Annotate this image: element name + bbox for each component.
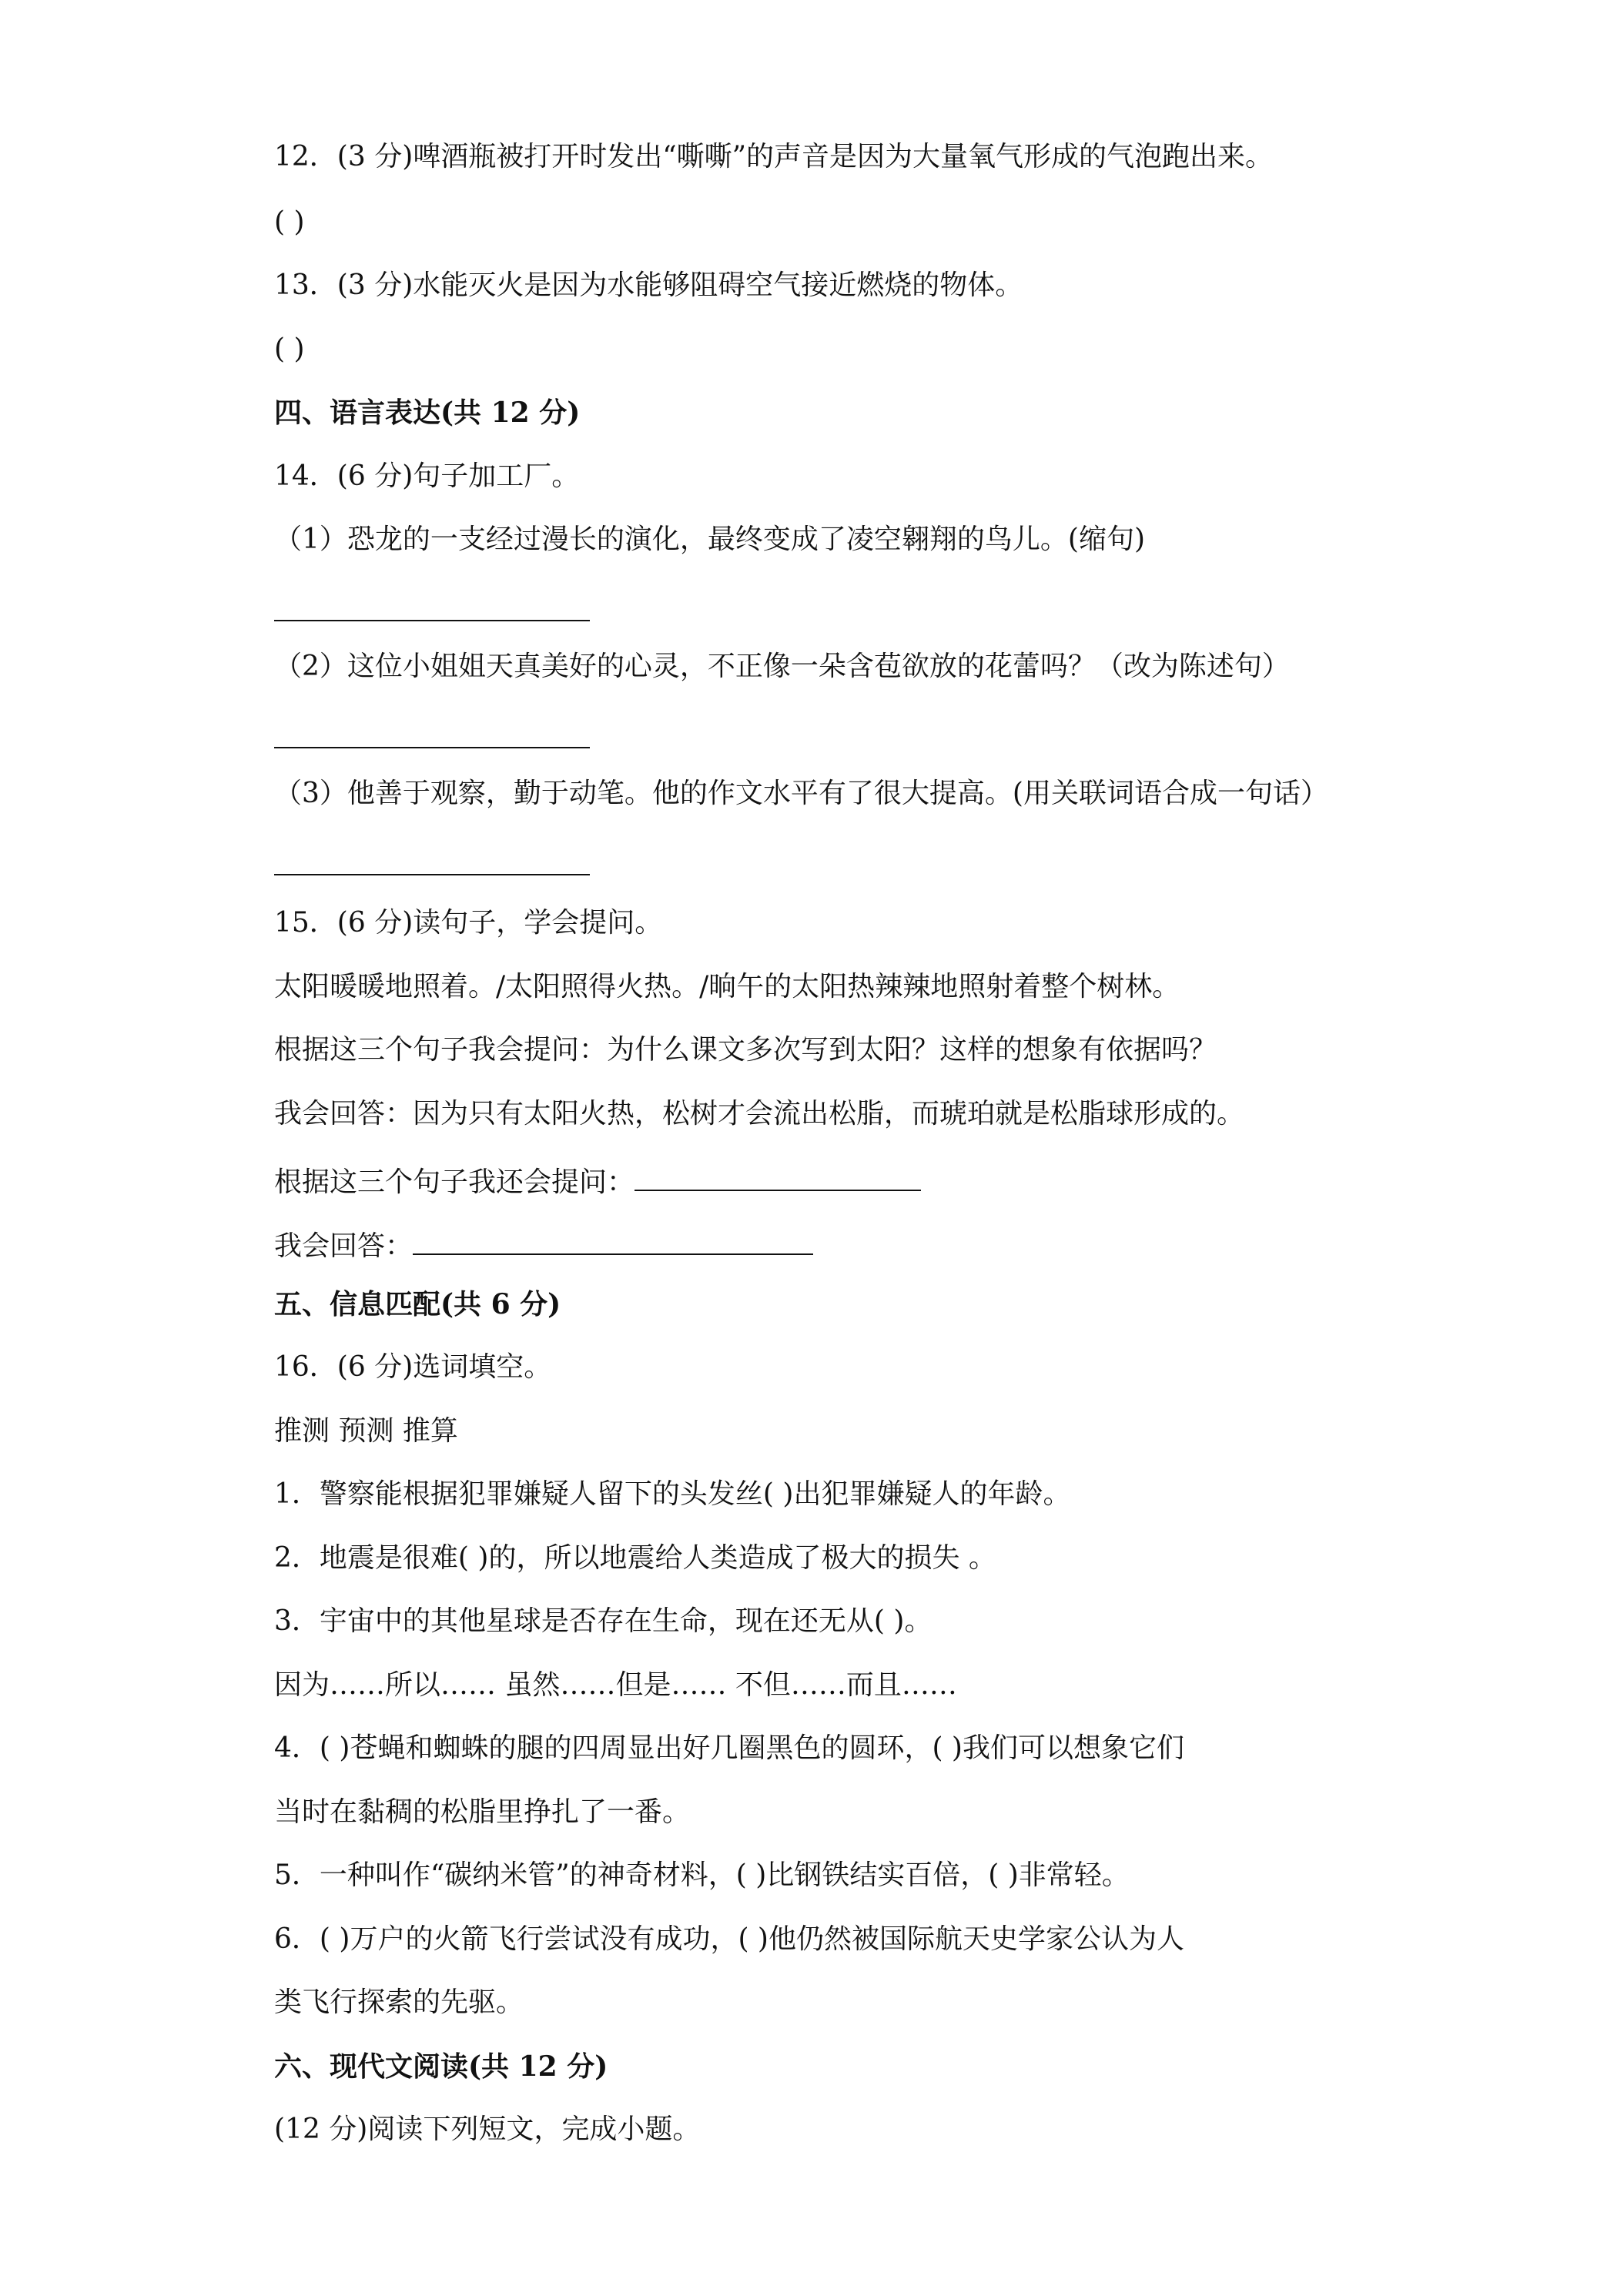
question-15-ask-label: 根据这三个句子我还会提问： [274,1166,635,1198]
word-bank: 推测 预测 推算 [274,1415,458,1447]
question-12: 12．(3 分)啤酒瓶被打开时发出“嘶嘶”的声音是因为大量氧气形成的气泡跑出来。 [274,141,1274,172]
question-16-5: 5．一种叫作“碳纳米管”的神奇材料，( )比钢铁结实百倍，( )非常轻。 [274,1859,1130,1891]
question-17-intro: (12 分)阅读下列短文，完成小题。 [274,2114,701,2145]
question-15: 15．(6 分)读句子，学会提问。 [274,907,663,939]
question-15-sentences: 太阳暖暖地照着。/太阳照得火热。/晌午的太阳热辣辣地照射着整个树林。 [274,971,1180,1002]
conjunction-bank: 因为……所以…… 虽然……但是…… 不但……而且…… [274,1669,957,1701]
question-15-example-answer: 我会回答：因为只有太阳火热，松树才会流出松脂，而琥珀就是松脂球形成的。 [274,1098,1245,1130]
answer-paren-13[interactable]: ( ) [274,333,305,365]
question-16-6-continued: 类飞行探索的先驱。 [274,1986,524,2018]
question-14-3: （3）他善于观察，勤于动笔。他的作文水平有了很大提高。(用关联词语合成一句话） [274,778,1328,809]
answer-line-15-answer[interactable] [413,1223,813,1255]
question-16: 16．(6 分)选词填空。 [274,1351,552,1383]
question-16-2: 2．地震是很难( )的，所以地震给人类造成了极大的损失 。 [274,1542,996,1574]
question-16-4-continued: 当时在黏稠的松脂里挣扎了一番。 [274,1796,691,1828]
question-15-ask-row [274,1159,921,1201]
answer-line-14-3[interactable] [274,872,590,875]
answer-paren-12[interactable]: ( ) [274,206,305,238]
question-14: 14．(6 分)句子加工厂。 [274,460,580,492]
question-15-answer-row [274,1223,813,1265]
question-16-4: 4．( )苍蝇和蜘蛛的腿的四周显出好几圈黑色的圆环，( )我们可以想象它们 [274,1732,1184,1764]
question-15-example-ask: 根据这三个句子我会提问：为什么课文多次写到太阳？这样的想象有依据吗？ [274,1034,1217,1066]
question-15-answer-label: 我会回答： [274,1230,414,1262]
question-16-6: 6．( )万户的火箭飞行尝试没有成功，( )他仍然被国际航天史学家公认为人 [274,1923,1184,1955]
section-heading-6: 六、现代文阅读(共 12 分) [274,2050,608,2083]
answer-line-14-1[interactable] [274,618,590,621]
question-16-1: 1．警察能根据犯罪嫌疑人留下的头发丝( )出犯罪嫌疑人的年龄。 [274,1478,1071,1510]
section-heading-5: 五、信息匹配(共 6 分) [274,1288,561,1320]
section-heading-4: 四、语言表达(共 12 分) [274,397,581,429]
answer-line-14-2[interactable] [274,745,590,748]
answer-line-15-ask[interactable] [635,1159,921,1191]
question-13: 13．(3 分)水能灭火是因为水能够阻碍空气接近燃烧的物体。 [274,269,1023,301]
question-14-2: （2）这位小姐姐天真美好的心灵，不正像一朵含苞欲放的花蕾吗？（改为陈述句） [274,651,1290,682]
question-16-3: 3．宇宙中的其他星球是否存在生命，现在还无从( )。 [274,1605,933,1637]
question-14-1: （1）恐龙的一支经过漫长的演化，最终变成了凌空翱翔的鸟儿。(缩句) [274,524,1145,555]
